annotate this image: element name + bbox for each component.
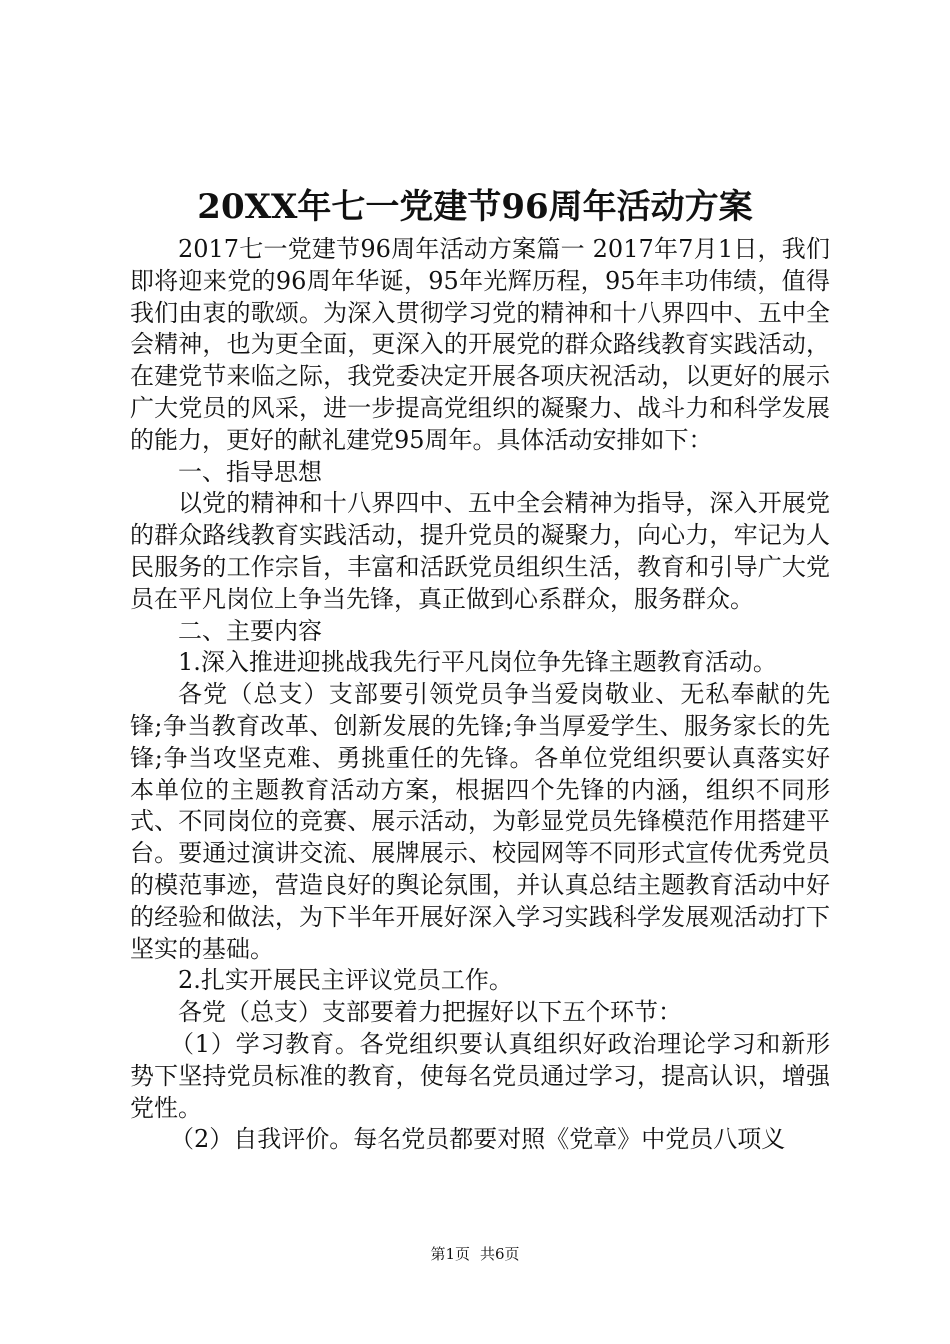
paragraph: 2017七一党建节96周年活动方案篇一 2017年7月1日，我们即将迎来党的96周年华诞，95年光辉历程，95年丰功伟绩，值得我们由衷的歌颂。为深入贯彻学习党的精神和十八界四中、五中全会精神，也为更全面，更深入的开展党的群众路线教育实践活动，在建党节来临之际，我党委决定开展各项庆祝活动，以更好的展示广大党员的风采，进一步提高党组织的凝聚力、战斗力和科学发展的能力，更好的献礼建党95周年。具体活动安排如下：	[130, 235, 830, 454]
paragraph: （2）自我评价。每名党员都要对照《党章》中党员八项义	[170, 1125, 786, 1154]
page-total: 共6页	[480, 1245, 520, 1263]
paragraph: 各党（总支）支部要着力把握好以下五个环节：	[178, 998, 682, 1027]
paragraph: 以党的精神和十八界四中、五中全会精神为指导，深入开展党的群众路线教育实践活动，提升党员的凝聚力，向心力，牢记为人民服务的工作宗旨，丰富和活跃党员组织生活，教育和引导广大党员在平凡岗位上争当先锋，真正做到心系群众，服务群众。	[130, 489, 830, 613]
paragraph: 2.扎实开展民主评议党员工作。	[178, 966, 513, 995]
paragraph: 各党（总支）支部要引领党员争当爱岗敬业、无私奉献的先锋;争当教育改革、创新发展的先锋;争当厚爱学生、服务家长的先锋;争当攻坚克难、勇挑重任的先锋。各单位党组织要认真落实好本单位的主题教育活动方案，根据四个先锋的内涵，组织不同形式、不同岗位的竞赛、展示活动，为彰显党员先锋模范作用搭建平台。要通过演讲交流、展牌展示、校园网等不同形式宣传优秀党员的模范事迹，营造良好的舆论氛围，并认真总结主题教育活动中好的经验和做法，为下半年开展好深入学习实践科学发展观活动打下坚实的基础。	[130, 680, 830, 963]
page-footer	[0, 1243, 950, 1265]
document-body	[130, 234, 830, 1156]
page-number: 第1页	[430, 1245, 470, 1263]
paragraph: （1）学习教育。各党组织要认真组织好政治理论学习和新形势下坚持党员标准的教育，使每名党员通过学习，提高认识，增强党性。	[130, 1029, 830, 1122]
document-title: 20XX年七一党建节96周年活动方案	[197, 187, 753, 227]
paragraph: 一、指导思想	[178, 457, 322, 486]
paragraph: 二、主要内容	[178, 616, 322, 645]
paragraph: 1.深入推进迎挑战我先行平凡岗位争先锋主题教育活动。	[178, 648, 777, 677]
